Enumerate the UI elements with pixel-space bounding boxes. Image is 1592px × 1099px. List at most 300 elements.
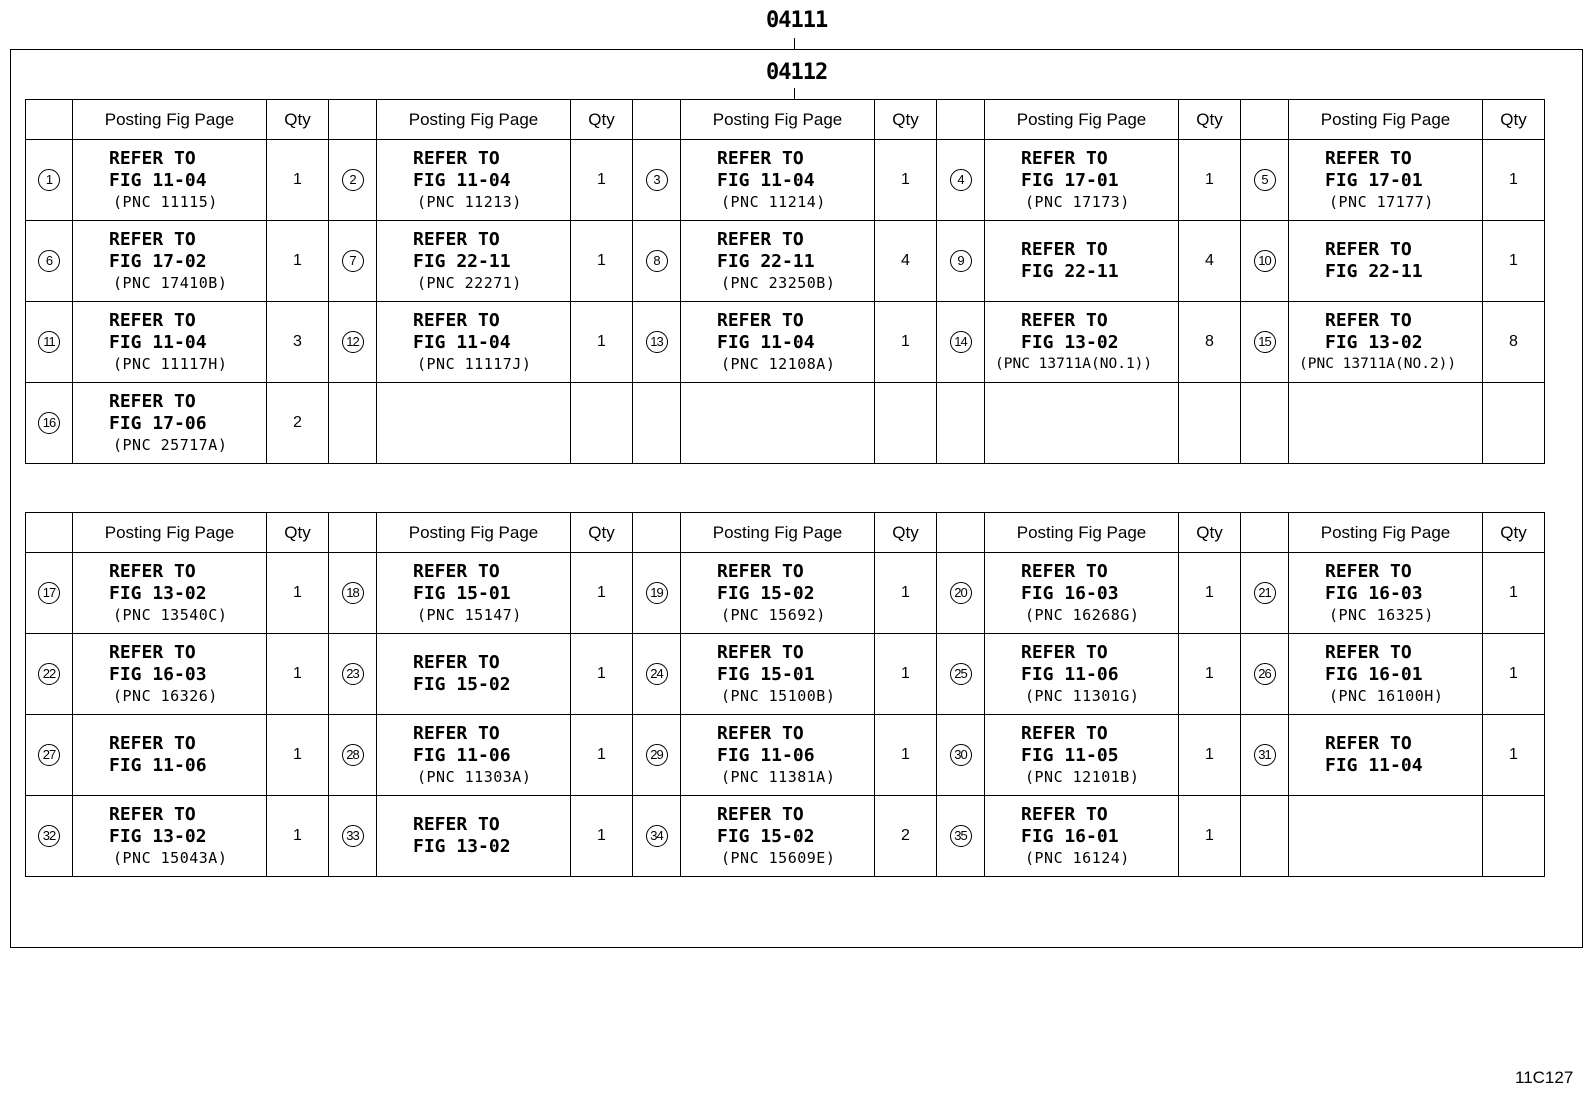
fig-reference: FIG 13-02 — [413, 836, 511, 857]
fig-reference: FIG 11-06 — [1021, 664, 1119, 685]
table-row — [26, 302, 1545, 383]
header-posting-fig-page: Posting Fig Page — [985, 100, 1179, 140]
item-number-circle: 1 — [38, 169, 60, 191]
pnc-code: (PNC 12108A) — [721, 355, 836, 373]
qty-cell: 1 — [875, 140, 937, 221]
qty-cell: 1 — [571, 221, 633, 302]
refer-to-text: REFER TO — [1021, 723, 1108, 744]
header-posting-fig-page: Posting Fig Page — [681, 100, 875, 140]
item-number-circle: 33 — [342, 825, 364, 847]
pnc-code: (PNC 15147) — [417, 606, 522, 624]
header-index-cell — [1241, 100, 1289, 140]
qty-cell: 1 — [1483, 221, 1545, 302]
header-qty: Qty — [1483, 513, 1545, 553]
posting-fig-page-cell — [73, 796, 267, 877]
qty-cell: 1 — [1179, 140, 1241, 221]
table-row — [26, 715, 1545, 796]
refer-to-text: REFER TO — [413, 652, 500, 673]
item-number-circle: 29 — [646, 744, 668, 766]
qty-cell — [571, 383, 633, 464]
header-qty: Qty — [1483, 100, 1545, 140]
fig-reference: FIG 15-02 — [717, 583, 815, 604]
fig-reference: FIG 11-06 — [717, 745, 815, 766]
fig-reference: FIG 11-04 — [413, 170, 511, 191]
item-number-cell — [26, 221, 73, 302]
posting-fig-page-cell — [1289, 715, 1483, 796]
item-number-circle: 10 — [1254, 250, 1276, 272]
posting-fig-page-cell — [1289, 302, 1483, 383]
item-number-cell — [633, 715, 681, 796]
posting-fig-page-cell — [73, 221, 267, 302]
item-number-cell — [26, 140, 73, 221]
qty-cell — [1179, 383, 1241, 464]
posting-fig-page-cell — [681, 221, 875, 302]
qty-cell: 4 — [875, 221, 937, 302]
leader-line-inner — [794, 88, 795, 99]
item-number-cell — [633, 383, 681, 464]
pnc-code: (PNC 11115) — [113, 193, 218, 211]
header-qty: Qty — [875, 100, 937, 140]
refer-to-text: REFER TO — [109, 561, 196, 582]
posting-fig-page-cell — [985, 302, 1179, 383]
refer-to-text: REFER TO — [413, 229, 500, 250]
qty-cell: 1 — [1483, 140, 1545, 221]
posting-fig-page-cell — [985, 383, 1179, 464]
item-number-cell — [329, 796, 377, 877]
item-number-cell — [26, 715, 73, 796]
fig-reference: FIG 13-02 — [1021, 332, 1119, 353]
header-qty: Qty — [1179, 513, 1241, 553]
item-number-circle: 34 — [646, 825, 668, 847]
posting-fig-page-cell — [73, 715, 267, 796]
posting-fig-page-cell — [1289, 796, 1483, 877]
refer-to-text: REFER TO — [1021, 561, 1108, 582]
item-number-circle: 32 — [38, 825, 60, 847]
refer-to-text: REFER TO — [109, 804, 196, 825]
refer-to-text: REFER TO — [109, 229, 196, 250]
header-qty: Qty — [571, 100, 633, 140]
pnc-code: (PNC 16124) — [1025, 849, 1130, 867]
header-index-cell — [633, 513, 681, 553]
qty-cell: 1 — [571, 302, 633, 383]
refer-to-text: REFER TO — [1021, 239, 1108, 260]
header-index-cell — [329, 513, 377, 553]
qty-cell: 1 — [571, 796, 633, 877]
posting-fig-page-cell — [377, 634, 571, 715]
posting-fig-page-cell — [377, 715, 571, 796]
table-row — [26, 796, 1545, 877]
item-number-circle: 24 — [646, 663, 668, 685]
refer-to-text: REFER TO — [717, 804, 804, 825]
refer-to-text: REFER TO — [413, 723, 500, 744]
item-number-cell — [26, 383, 73, 464]
posting-fig-page-cell — [985, 634, 1179, 715]
fig-reference: FIG 16-03 — [1325, 583, 1423, 604]
table-header-row — [26, 100, 1545, 140]
pnc-code: (PNC 11117J) — [417, 355, 532, 373]
fig-reference: FIG 22-11 — [717, 251, 815, 272]
item-number-cell — [937, 715, 985, 796]
item-number-circle: 2 — [342, 169, 364, 191]
item-number-circle: 17 — [38, 582, 60, 604]
pnc-code: (PNC 23250B) — [721, 274, 836, 292]
item-number-circle: 8 — [646, 250, 668, 272]
pnc-code: (PNC 16326) — [113, 687, 218, 705]
posting-fig-page-cell — [377, 140, 571, 221]
refer-to-text: REFER TO — [1325, 733, 1412, 754]
refer-to-text: REFER TO — [717, 642, 804, 663]
refer-to-text: REFER TO — [1325, 642, 1412, 663]
item-number-cell — [26, 634, 73, 715]
item-number-cell — [937, 221, 985, 302]
item-number-circle: 20 — [950, 582, 972, 604]
qty-cell: 1 — [1179, 796, 1241, 877]
item-number-cell — [633, 302, 681, 383]
item-number-cell — [1241, 140, 1289, 221]
header-qty: Qty — [1179, 100, 1241, 140]
qty-cell: 1 — [571, 140, 633, 221]
header-posting-fig-page: Posting Fig Page — [73, 513, 267, 553]
refer-to-text: REFER TO — [1325, 310, 1412, 331]
item-number-circle: 4 — [950, 169, 972, 191]
pnc-code: (PNC 11301G) — [1025, 687, 1140, 705]
header-posting-fig-page: Posting Fig Page — [377, 513, 571, 553]
refer-to-text: REFER TO — [717, 723, 804, 744]
posting-fig-page-cell — [985, 140, 1179, 221]
qty-cell: 4 — [1179, 221, 1241, 302]
refer-to-text: REFER TO — [1325, 561, 1412, 582]
qty-cell: 1 — [1483, 634, 1545, 715]
pnc-code: (PNC 11117H) — [113, 355, 228, 373]
item-number-circle: 22 — [38, 663, 60, 685]
pnc-code: (PNC 25717A) — [113, 436, 228, 454]
header-qty: Qty — [267, 513, 329, 553]
qty-cell: 1 — [875, 553, 937, 634]
header-index-cell — [329, 100, 377, 140]
pnc-code: (PNC 11303A) — [417, 768, 532, 786]
refer-to-text: REFER TO — [1325, 148, 1412, 169]
qty-cell: 1 — [1483, 553, 1545, 634]
table-row — [26, 221, 1545, 302]
qty-cell: 1 — [571, 553, 633, 634]
item-number-circle: 19 — [646, 582, 668, 604]
item-number-cell — [633, 553, 681, 634]
item-number-circle: 11 — [38, 331, 60, 353]
qty-cell — [1483, 383, 1545, 464]
posting-fig-page-cell — [73, 383, 267, 464]
item-number-circle: 15 — [1254, 331, 1276, 353]
item-number-circle: 27 — [38, 744, 60, 766]
pnc-code: (PNC 11381A) — [721, 768, 836, 786]
fig-reference: FIG 22-11 — [413, 251, 511, 272]
fig-reference: FIG 22-11 — [1021, 261, 1119, 282]
header-qty: Qty — [571, 513, 633, 553]
item-number-circle: 14 — [950, 331, 972, 353]
qty-cell: 1 — [875, 715, 937, 796]
item-number-circle: 12 — [342, 331, 364, 353]
item-number-circle: 3 — [646, 169, 668, 191]
pnc-code: (PNC 13711A(NO.1)) — [995, 356, 1153, 372]
posting-fig-page-cell — [985, 796, 1179, 877]
qty-cell: 1 — [267, 221, 329, 302]
fig-reference: FIG 16-01 — [1021, 826, 1119, 847]
refer-to-text: REFER TO — [109, 310, 196, 331]
item-number-cell — [633, 140, 681, 221]
header-index-cell — [937, 513, 985, 553]
fig-reference: FIG 15-02 — [413, 674, 511, 695]
qty-cell: 1 — [1483, 715, 1545, 796]
pnc-code: (PNC 11214) — [721, 193, 826, 211]
assembly-label-04111: 04111 — [766, 8, 828, 33]
item-number-circle: 6 — [38, 250, 60, 272]
header-posting-fig-page: Posting Fig Page — [985, 513, 1179, 553]
item-number-circle: 7 — [342, 250, 364, 272]
qty-cell: 2 — [267, 383, 329, 464]
item-number-circle: 5 — [1254, 169, 1276, 191]
pnc-code: (PNC 17410B) — [113, 274, 228, 292]
posting-fig-page-cell — [681, 796, 875, 877]
item-number-cell — [1241, 634, 1289, 715]
pnc-code: (PNC 15609E) — [721, 849, 836, 867]
posting-fig-page-cell — [377, 553, 571, 634]
pnc-code: (PNC 22271) — [417, 274, 522, 292]
posting-fig-page-cell — [73, 140, 267, 221]
item-number-cell — [937, 302, 985, 383]
refer-to-text: REFER TO — [1021, 804, 1108, 825]
item-number-cell — [26, 553, 73, 634]
fig-reference: FIG 11-06 — [413, 745, 511, 766]
item-number-cell — [329, 383, 377, 464]
table-row — [26, 383, 1545, 464]
item-number-cell — [937, 553, 985, 634]
table-header-row — [26, 513, 1545, 553]
fig-reference: FIG 11-04 — [109, 332, 207, 353]
parts-reference-table-1 — [25, 99, 1545, 464]
fig-reference: FIG 17-01 — [1325, 170, 1423, 191]
posting-fig-page-cell — [985, 715, 1179, 796]
fig-reference: FIG 11-04 — [109, 170, 207, 191]
posting-fig-page-cell — [377, 221, 571, 302]
fig-reference: FIG 17-06 — [109, 413, 207, 434]
qty-cell: 1 — [267, 796, 329, 877]
item-number-cell — [329, 553, 377, 634]
refer-to-text: REFER TO — [717, 561, 804, 582]
qty-cell: 1 — [875, 302, 937, 383]
posting-fig-page-cell — [73, 634, 267, 715]
pnc-code: (PNC 11213) — [417, 193, 522, 211]
refer-to-text: REFER TO — [1021, 310, 1108, 331]
assembly-label-04112: 04112 — [766, 60, 828, 85]
item-number-cell — [329, 715, 377, 796]
item-number-circle: 35 — [950, 825, 972, 847]
posting-fig-page-cell — [73, 553, 267, 634]
refer-to-text: REFER TO — [717, 310, 804, 331]
posting-fig-page-cell — [377, 383, 571, 464]
item-number-cell — [1241, 383, 1289, 464]
refer-to-text: REFER TO — [413, 814, 500, 835]
fig-reference: FIG 11-04 — [717, 170, 815, 191]
header-posting-fig-page: Posting Fig Page — [377, 100, 571, 140]
pnc-code: (PNC 16100H) — [1329, 687, 1444, 705]
pnc-code: (PNC 12101B) — [1025, 768, 1140, 786]
item-number-cell — [1241, 715, 1289, 796]
posting-fig-page-cell — [377, 302, 571, 383]
header-qty: Qty — [267, 100, 329, 140]
item-number-cell — [937, 140, 985, 221]
item-number-cell — [1241, 796, 1289, 877]
item-number-circle: 26 — [1254, 663, 1276, 685]
item-number-cell — [329, 140, 377, 221]
fig-reference: FIG 16-03 — [1021, 583, 1119, 604]
qty-cell: 8 — [1179, 302, 1241, 383]
header-index-cell — [1241, 513, 1289, 553]
item-number-circle: 21 — [1254, 582, 1276, 604]
fig-reference: FIG 11-06 — [109, 755, 207, 776]
posting-fig-page-cell — [1289, 383, 1483, 464]
pnc-code: (PNC 15692) — [721, 606, 826, 624]
fig-reference: FIG 13-02 — [1325, 332, 1423, 353]
refer-to-text: REFER TO — [109, 148, 196, 169]
qty-cell: 1 — [267, 634, 329, 715]
item-number-cell — [633, 634, 681, 715]
item-number-cell — [937, 796, 985, 877]
item-number-cell — [633, 796, 681, 877]
refer-to-text: REFER TO — [1325, 239, 1412, 260]
posting-fig-page-cell — [681, 383, 875, 464]
item-number-circle: 9 — [950, 250, 972, 272]
qty-cell: 1 — [1179, 634, 1241, 715]
qty-cell: 1 — [875, 634, 937, 715]
item-number-circle: 31 — [1254, 744, 1276, 766]
refer-to-text: REFER TO — [413, 561, 500, 582]
header-qty: Qty — [875, 513, 937, 553]
qty-cell: 1 — [571, 715, 633, 796]
header-index-cell — [633, 100, 681, 140]
qty-cell: 1 — [267, 140, 329, 221]
item-number-cell — [1241, 221, 1289, 302]
item-number-circle: 30 — [950, 744, 972, 766]
fig-reference: FIG 15-01 — [413, 583, 511, 604]
table-row — [26, 634, 1545, 715]
posting-fig-page-cell — [681, 302, 875, 383]
fig-reference: FIG 15-01 — [717, 664, 815, 685]
posting-fig-page-cell — [1289, 634, 1483, 715]
posting-fig-page-cell — [73, 302, 267, 383]
item-number-cell — [329, 302, 377, 383]
qty-cell: 3 — [267, 302, 329, 383]
item-number-cell — [937, 383, 985, 464]
item-number-cell — [1241, 553, 1289, 634]
qty-cell: 1 — [267, 553, 329, 634]
header-posting-fig-page: Posting Fig Page — [1289, 100, 1483, 140]
header-posting-fig-page: Posting Fig Page — [73, 100, 267, 140]
qty-cell: 1 — [267, 715, 329, 796]
qty-cell: 1 — [1179, 715, 1241, 796]
refer-to-text: REFER TO — [413, 310, 500, 331]
pnc-code: (PNC 15100B) — [721, 687, 836, 705]
fig-reference: FIG 17-01 — [1021, 170, 1119, 191]
fig-reference: FIG 11-04 — [717, 332, 815, 353]
header-index-cell — [26, 513, 73, 553]
parts-reference-table-2 — [25, 512, 1545, 877]
fig-reference: FIG 11-04 — [1325, 755, 1423, 776]
header-index-cell — [26, 100, 73, 140]
pnc-code: (PNC 16268G) — [1025, 606, 1140, 624]
fig-reference: FIG 16-01 — [1325, 664, 1423, 685]
pnc-code: (PNC 15043A) — [113, 849, 228, 867]
pnc-code: (PNC 13540C) — [113, 606, 228, 624]
item-number-circle: 25 — [950, 663, 972, 685]
refer-to-text: REFER TO — [413, 148, 500, 169]
pnc-code: (PNC 17173) — [1025, 193, 1130, 211]
qty-cell: 2 — [875, 796, 937, 877]
item-number-cell — [26, 302, 73, 383]
refer-to-text: REFER TO — [109, 642, 196, 663]
item-number-circle: 23 — [342, 663, 364, 685]
fig-reference: FIG 15-02 — [717, 826, 815, 847]
refer-to-text: REFER TO — [1021, 642, 1108, 663]
header-index-cell — [937, 100, 985, 140]
item-number-cell — [329, 221, 377, 302]
item-number-cell — [329, 634, 377, 715]
fig-reference: FIG 17-02 — [109, 251, 207, 272]
item-number-cell — [26, 796, 73, 877]
pnc-code: (PNC 17177) — [1329, 193, 1434, 211]
fig-reference: FIG 22-11 — [1325, 261, 1423, 282]
posting-fig-page-cell — [1289, 553, 1483, 634]
fig-reference: FIG 11-04 — [413, 332, 511, 353]
posting-fig-page-cell — [377, 796, 571, 877]
posting-fig-page-cell — [1289, 221, 1483, 302]
illustration-code: 11C127 — [1515, 1068, 1574, 1087]
refer-to-text: REFER TO — [109, 733, 196, 754]
qty-cell — [875, 383, 937, 464]
fig-reference: FIG 16-03 — [109, 664, 207, 685]
posting-fig-page-cell — [681, 140, 875, 221]
pnc-code: (PNC 13711A(NO.2)) — [1299, 356, 1457, 372]
item-number-circle: 13 — [646, 331, 668, 353]
fig-reference: FIG 13-02 — [109, 583, 207, 604]
item-number-circle: 28 — [342, 744, 364, 766]
refer-to-text: REFER TO — [717, 148, 804, 169]
qty-cell — [1483, 796, 1545, 877]
posting-fig-page-cell — [681, 553, 875, 634]
refer-to-text: REFER TO — [109, 391, 196, 412]
fig-reference: FIG 13-02 — [109, 826, 207, 847]
header-posting-fig-page: Posting Fig Page — [1289, 513, 1483, 553]
posting-fig-page-cell — [1289, 140, 1483, 221]
table-row — [26, 553, 1545, 634]
item-number-circle: 16 — [38, 412, 60, 434]
item-number-cell — [937, 634, 985, 715]
qty-cell: 1 — [1179, 553, 1241, 634]
item-number-cell — [1241, 302, 1289, 383]
table-row — [26, 140, 1545, 221]
posting-fig-page-cell — [985, 221, 1179, 302]
posting-fig-page-cell — [985, 553, 1179, 634]
refer-to-text: REFER TO — [717, 229, 804, 250]
item-number-cell — [633, 221, 681, 302]
item-number-circle: 18 — [342, 582, 364, 604]
posting-fig-page-cell — [681, 634, 875, 715]
qty-cell: 1 — [571, 634, 633, 715]
pnc-code: (PNC 16325) — [1329, 606, 1434, 624]
header-posting-fig-page: Posting Fig Page — [681, 513, 875, 553]
fig-reference: FIG 11-05 — [1021, 745, 1119, 766]
qty-cell: 8 — [1483, 302, 1545, 383]
refer-to-text: REFER TO — [1021, 148, 1108, 169]
posting-fig-page-cell — [681, 715, 875, 796]
